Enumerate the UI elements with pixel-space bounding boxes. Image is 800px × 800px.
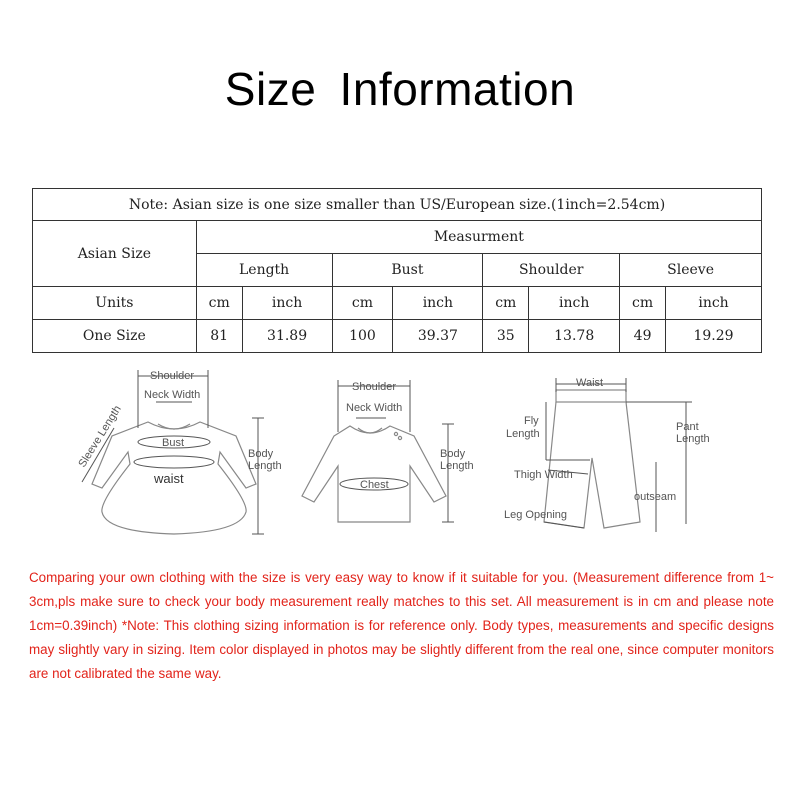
unit-inch: inch — [666, 287, 762, 320]
column-header-length: Length — [196, 254, 332, 287]
top-body-length-label-1: Body — [440, 448, 466, 460]
pants-waist-label: Waist — [576, 377, 604, 389]
top-neck-width-label: Neck Width — [346, 402, 403, 414]
table-row — [33, 221, 762, 254]
bust-cm-cell: 100 — [332, 320, 393, 353]
dress-body-length-label-1: Body — [248, 448, 274, 460]
measurement-diagrams — [60, 362, 760, 552]
column-header-sleeve: Sleeve — [620, 254, 762, 287]
top-body-length-label-2: Length — [440, 460, 474, 472]
length-inch-cell: 31.89 — [242, 320, 332, 353]
unit-inch: inch — [529, 287, 620, 320]
pants-fly-length-label-1: Fly — [524, 415, 539, 427]
pants-thigh-width-label: Thigh Width — [514, 469, 573, 481]
diagram-canvas — [60, 362, 760, 552]
dress-waist-label: waist — [154, 471, 184, 486]
pants-diagram — [504, 377, 710, 532]
size-name: One Size — [33, 320, 197, 353]
top-shoulder-label: Shoulder — [352, 381, 397, 393]
column-header-bust: Bust — [332, 254, 483, 287]
unit-cm: cm — [620, 287, 666, 320]
shoulder-cm-cell: 35 — [483, 320, 529, 353]
table-row — [33, 287, 762, 320]
dress-diagram — [76, 370, 281, 534]
unit-inch: inch — [242, 287, 332, 320]
size-note: Note: Asian size is one size smaller than US/European size.(1inch=2.54cm) — [33, 189, 762, 221]
table-row — [33, 189, 762, 221]
unit-cm: cm — [332, 287, 393, 320]
dress-body-length-label-2: Length — [248, 460, 282, 472]
sizing-disclaimer: Comparing your own clothing with the size is very easy way to know if it suitable for you. (Measurement difference from 1~ 3cm,pls make sure to check your body measurement really matches to this set. All measurement is in cm and please note 1cm=0.39inch) *Note: This clothing sizing information is for reference only. Body types, measurements and specific designs may slightly vary in sizing. Item color displayed in photos may be slightly different from the real one, since computer monitors are not calibrated the same way. — [29, 570, 774, 681]
top-chest-label: Chest — [360, 479, 389, 491]
table-row — [33, 320, 762, 353]
pants-pant-length-label-1: Pant — [676, 421, 699, 433]
asian-size-header: Asian Size — [33, 221, 197, 287]
unit-cm: cm — [483, 287, 529, 320]
pants-fly-length-label-2: Length — [506, 428, 540, 440]
pants-leg-opening-label: Leg Opening — [504, 509, 567, 521]
dress-sleeve-length-label: Sleeve Length — [76, 403, 124, 470]
top-diagram — [302, 380, 474, 522]
page-title: Size Information — [224, 63, 576, 115]
units-label: Units — [33, 287, 197, 320]
length-cm-cell: 81 — [196, 320, 242, 353]
top-outline — [302, 426, 446, 522]
bust-inch-cell: 39.37 — [393, 320, 483, 353]
sleeve-cm-cell: 49 — [620, 320, 666, 353]
pants-outseam-label: outseam — [634, 491, 677, 503]
shoulder-inch-cell: 13.78 — [529, 320, 620, 353]
dress-neck-width-label: Neck Width — [144, 389, 201, 401]
measurement-header: Measurment — [196, 221, 761, 254]
dress-shoulder-label: Shoulder — [150, 370, 195, 382]
size-table — [32, 188, 762, 353]
pants-waistband — [556, 390, 626, 402]
dress-bust-label: Bust — [162, 437, 185, 449]
sleeve-inch-cell: 19.29 — [666, 320, 762, 353]
unit-inch: inch — [393, 287, 483, 320]
column-header-shoulder: Shoulder — [483, 254, 620, 287]
pants-pant-length-label-2: Length — [676, 433, 710, 445]
unit-cm: cm — [196, 287, 242, 320]
